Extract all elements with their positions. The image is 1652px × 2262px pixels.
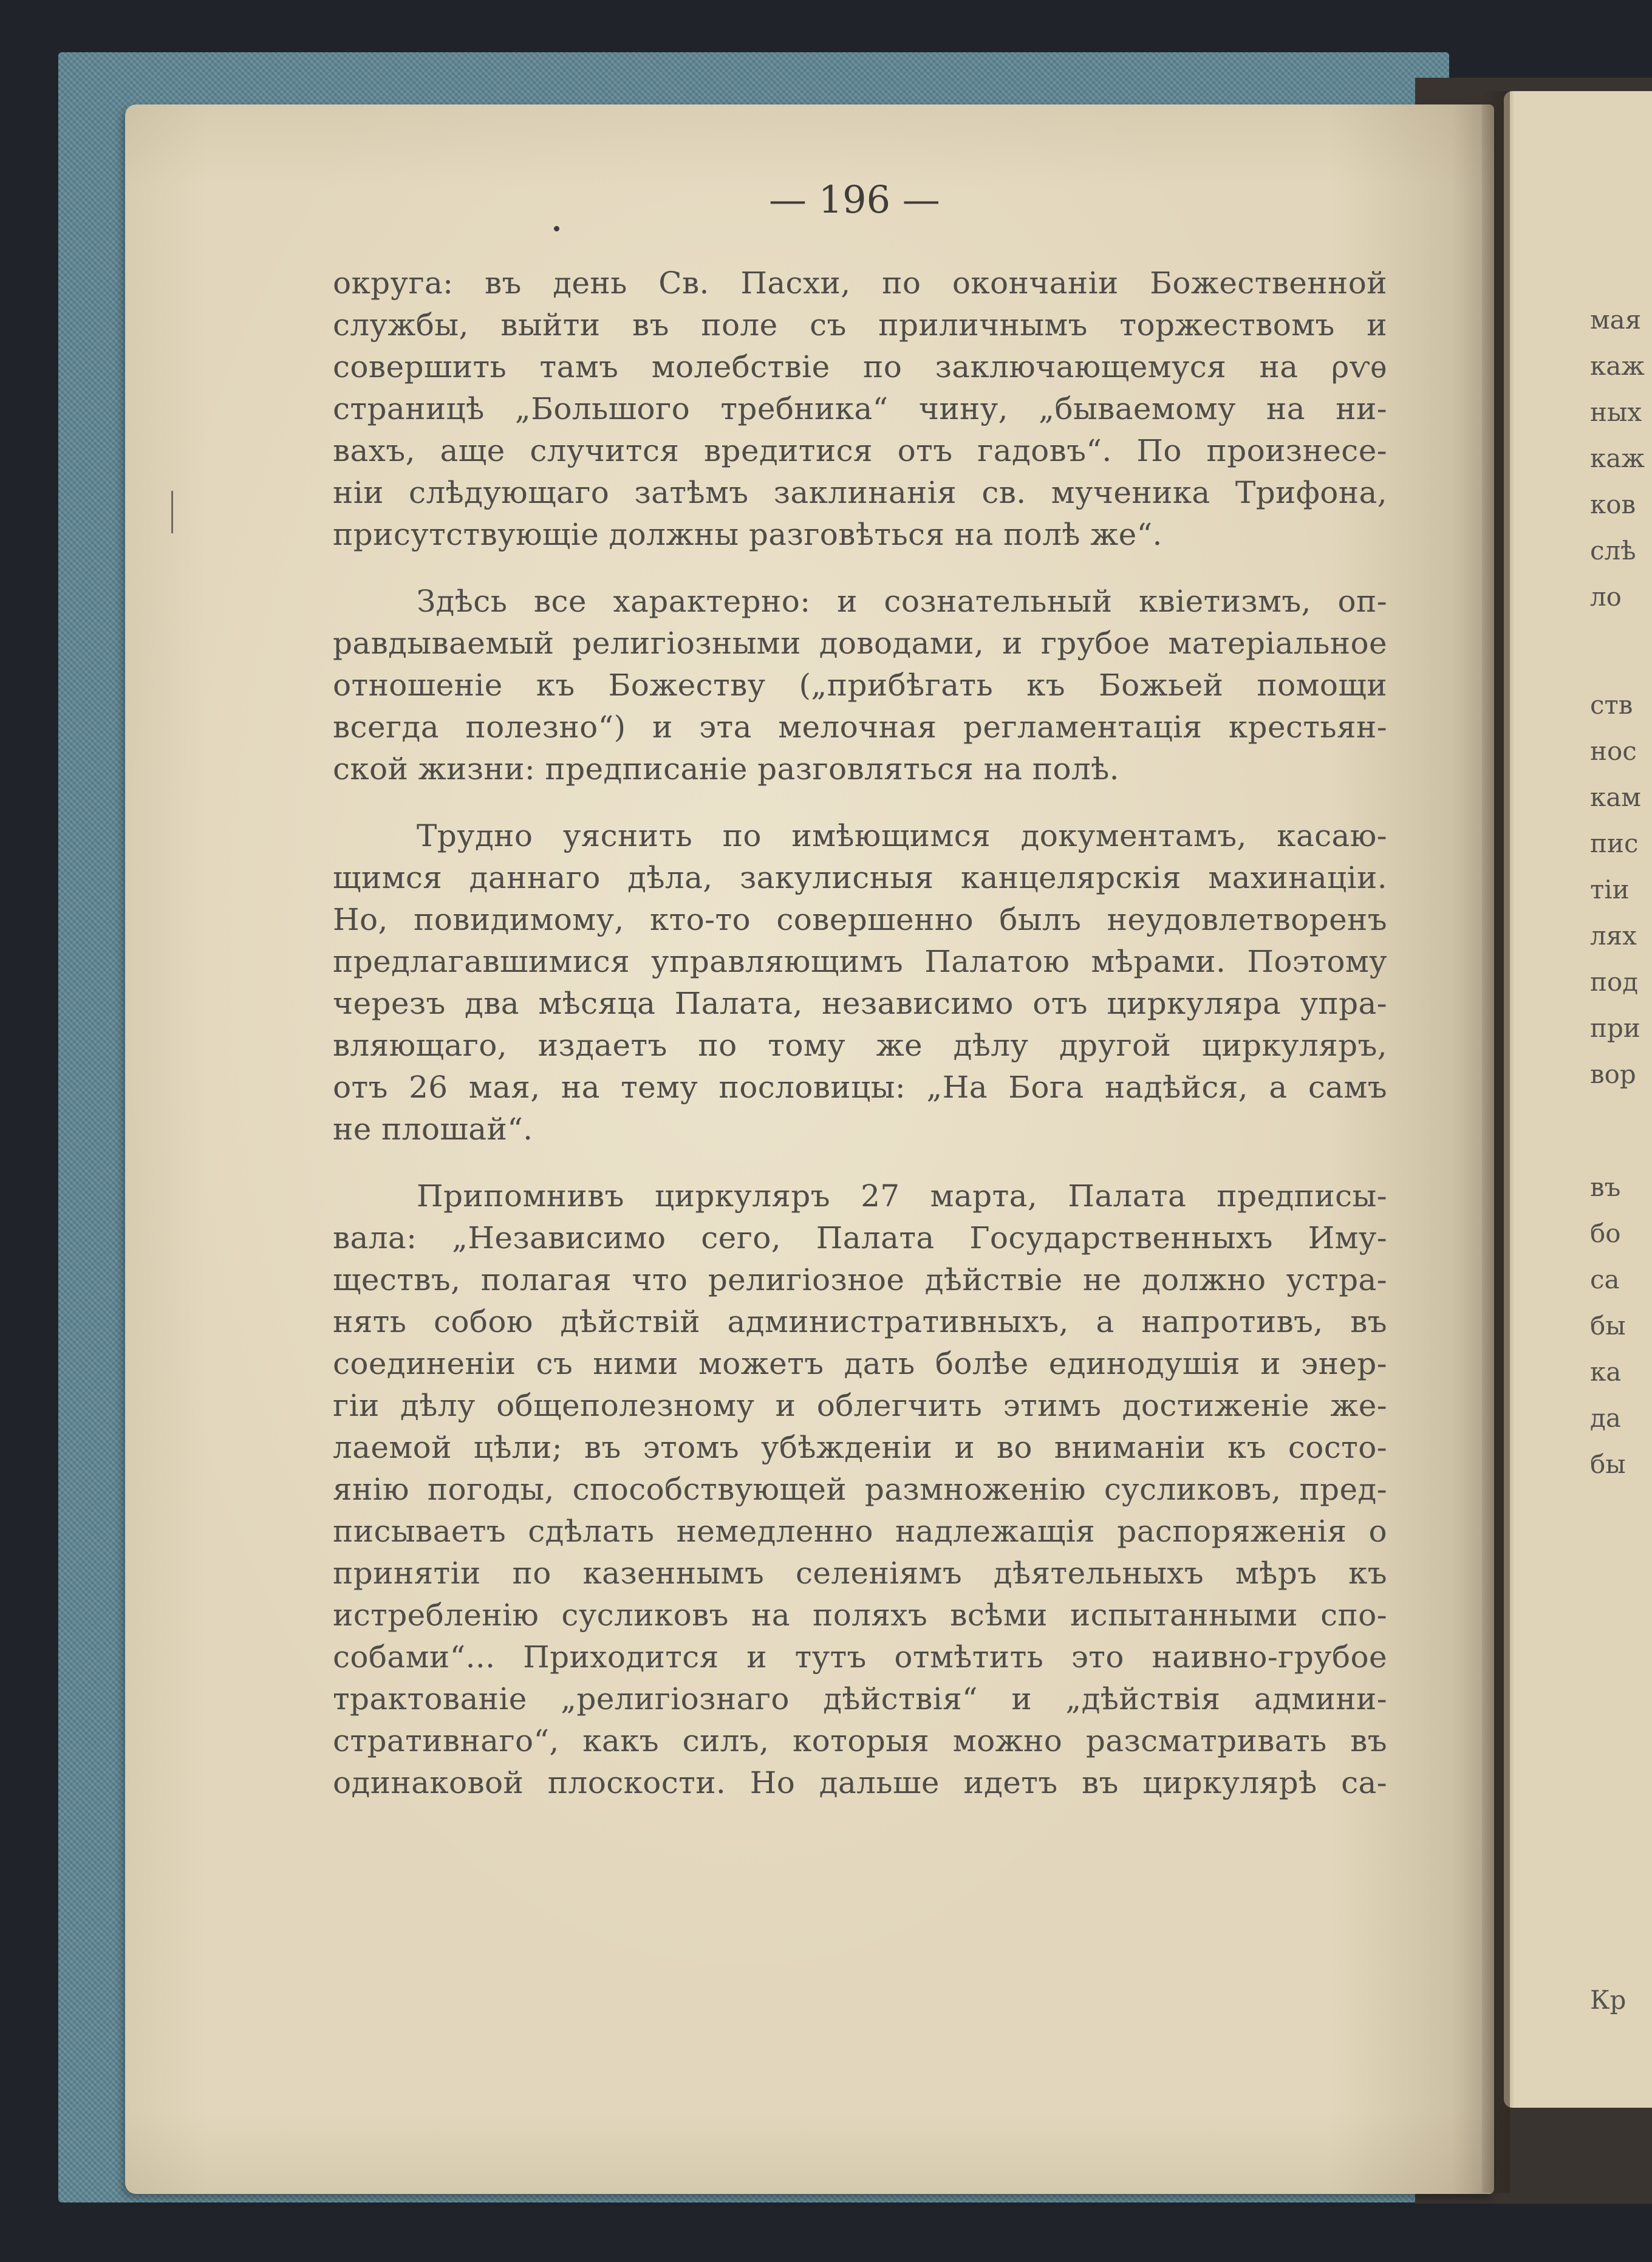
facing-line-fragment: ка	[1590, 1357, 1622, 1387]
text-line: щимся даннаго дѣла, закулисныя канцелярскія махинаціи.	[333, 860, 1387, 895]
text-line: вахъ, аще случится вредитися отъ гадовъ“. По произнесе-	[333, 433, 1387, 468]
facing-line-fragment: слѣ	[1590, 536, 1636, 566]
facing-line-fragment: при	[1590, 1013, 1640, 1043]
facing-line-fragment: ств	[1590, 690, 1633, 720]
text-line: одинаковой плоскости. Но дальше идетъ въ циркулярѣ са-	[333, 1765, 1387, 1800]
text-line: Здѣсь все характерно: и сознательный квіетизмъ, оп-	[417, 584, 1387, 619]
facing-line-fragment: ков	[1590, 490, 1636, 519]
text-line: ской жизни: предписаніе разговляться на полѣ.	[333, 751, 1119, 787]
facing-line-fragment: каж	[1590, 443, 1645, 473]
paragraph	[333, 1175, 1387, 1804]
facing-line-fragment: нос	[1590, 736, 1637, 766]
text-line: службы, выйти въ поле съ приличнымъ торжествомъ и	[333, 307, 1387, 343]
facing-line-fragment: кам	[1590, 782, 1641, 812]
paragraph	[333, 262, 1387, 556]
text-line: соединеніи съ ними можетъ дать болѣе единодушія и энер-	[333, 1346, 1387, 1381]
text-line: стративнаго“, какъ силъ, которыя можно разсматривать въ	[333, 1723, 1387, 1758]
text-line: ществъ, полагая что религіозное дѣйствіе не должно устра-	[333, 1262, 1387, 1297]
text-line: предлагавшимися управляющимъ Палатою мѣрами. Поэтому	[333, 944, 1387, 979]
text-line: лаемой цѣли; въ этомъ убѣжденіи и во вниманіи къ состо-	[333, 1430, 1387, 1465]
text-line: черезъ два мѣсяца Палата, независимо отъ циркуляра упра-	[333, 986, 1387, 1021]
page-body-text	[333, 262, 1387, 1829]
text-line: принятіи по казеннымъ селеніямъ дѣятельныхъ мѣръ къ	[333, 1556, 1387, 1591]
ink-speck	[554, 226, 559, 231]
facing-line-fragment: бы	[1590, 1311, 1626, 1341]
text-line: трактованіе „религіознаго дѣйствія“ и „дѣйствія админи-	[333, 1681, 1387, 1717]
facing-line-fragment: лях	[1590, 921, 1637, 951]
facing-line-fragment: са	[1590, 1265, 1620, 1294]
text-line: отношеніе къ Божеству („прибѣгать къ Божьей помощи	[333, 668, 1387, 703]
text-line: вала: „Независимо сего, Палата Государственныхъ Иму-	[333, 1220, 1387, 1256]
text-line: Трудно уяснить по имѣющимся документамъ, касаю-	[417, 818, 1387, 853]
text-line: нять собою дѣйствій административныхъ, а напротивъ, въ	[333, 1304, 1387, 1339]
text-line: отъ 26 мая, на тему пословицы: „На Бога надѣйся, а самъ	[333, 1070, 1387, 1105]
text-line: вляющаго, издаетъ по тому же дѣлу другой циркуляръ,	[333, 1028, 1387, 1063]
text-line: истребленію сусликовъ на поляхъ всѣми испытанными спо-	[333, 1597, 1387, 1633]
text-line: не плошай“.	[333, 1112, 533, 1147]
text-line: всегда полезно“) и эта мелочная регламентація крестьян-	[333, 709, 1387, 745]
facing-line-fragment: ных	[1590, 397, 1642, 427]
facing-line-fragment: ло	[1590, 582, 1622, 612]
text-line: собами“... Приходится и тутъ отмѣтить это наивно-грубое	[333, 1639, 1387, 1675]
facing-line-fragment: да	[1590, 1403, 1621, 1433]
facing-line-fragment: вор	[1590, 1059, 1636, 1089]
facing-line-fragment: под	[1590, 967, 1639, 997]
text-line: ніи слѣдующаго затѣмъ заклинанія св. мученика Трифона,	[333, 475, 1387, 510]
text-line: присутствующіе должны разговѣться на полѣ же“.	[333, 517, 1162, 552]
text-line: Припомнивъ циркуляръ 27 марта, Палата предписы-	[417, 1178, 1387, 1214]
facing-line-fragment: Кр	[1590, 1985, 1626, 2015]
text-line: писываетъ сдѣлать немедленно надлежащія распоряженія о	[333, 1514, 1387, 1549]
facing-line-fragment: въ	[1590, 1172, 1621, 1202]
text-line: совершить тамъ молебствіе по заключающемуся на ρѵѳ	[333, 349, 1387, 384]
facing-line-fragment: бы	[1590, 1449, 1626, 1479]
paragraph	[333, 815, 1387, 1150]
facing-line-fragment: мая	[1590, 305, 1642, 335]
facing-page	[1504, 91, 1652, 2108]
page-number: — 196 —	[769, 177, 940, 222]
gutter-shadow	[1482, 91, 1510, 2193]
facing-line-fragment: каж	[1590, 351, 1645, 381]
facing-line-fragment: бо	[1590, 1218, 1621, 1248]
paragraph	[333, 581, 1387, 790]
text-line: Но, повидимому, кто-то совершенно былъ неудовлетворенъ	[333, 902, 1387, 937]
text-line: янію погоды, способствующей размноженію сусликовъ, пред-	[333, 1472, 1387, 1507]
text-line: округа: въ день Св. Пасхи, по окончаніи Божественной	[333, 265, 1387, 301]
margin-pencil-mark	[171, 491, 173, 533]
facing-line-fragment: пис	[1590, 829, 1639, 858]
text-line: гіи дѣлу общеполезному и облегчить этимъ достиженіе же-	[333, 1388, 1387, 1423]
facing-line-fragment: тіи	[1590, 875, 1630, 904]
text-line: страницѣ „Большого требника“ чину, „бываемому на ни-	[333, 391, 1387, 426]
text-line: равдываемый религіозными доводами, и грубое матеріальное	[333, 626, 1387, 661]
